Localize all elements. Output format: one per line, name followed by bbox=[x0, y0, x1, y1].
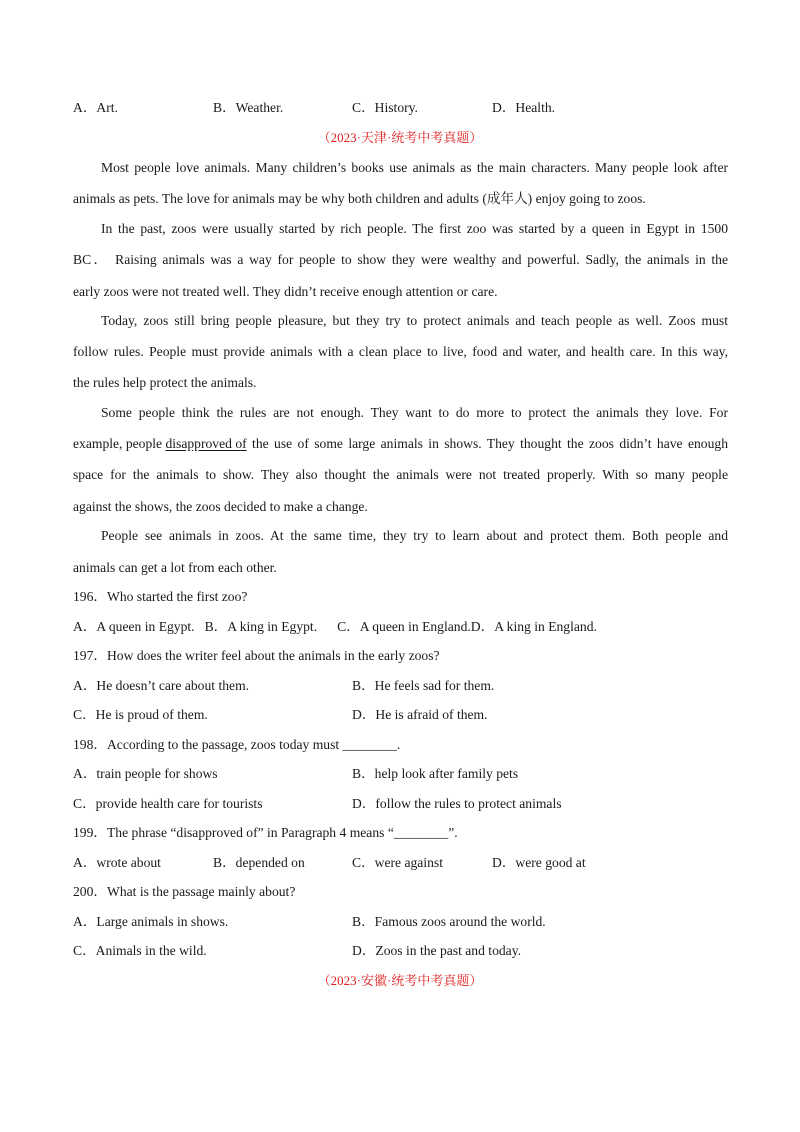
passage-p2-line1: In the past, zoos were usually started by rich people. The first zoo was started by a queen in Egypt in 1500 bbox=[101, 221, 728, 236]
passage-p5-line1: People see animals in zoos. At the same time, they try to learn about and protect them. Both people and bbox=[101, 528, 728, 543]
q197-stem: 197．How does the writer feel about the animals in the early zoos? bbox=[73, 648, 440, 663]
q197-option-c: C．He is proud of them. bbox=[73, 707, 208, 722]
source-label-tianjin: （2023·天津·统考中考真题） bbox=[317, 130, 483, 145]
q199-option-d: D．were good at bbox=[492, 855, 586, 870]
q198-option-d: D．follow the rules to protect animals bbox=[352, 796, 562, 811]
q198-option-c: C．provide health care for tourists bbox=[73, 796, 263, 811]
passage-p1-line2: animals as pets. The love for animals may be why both children and adults (成年人) enjoy going to zoos. bbox=[73, 191, 646, 206]
q195-option-c: C．History. bbox=[352, 100, 418, 115]
passage-p4-line1: Some people think the rules are not enough. They want to do more to protect the animals they love. For bbox=[101, 405, 728, 420]
q200-option-c: C．Animals in the wild. bbox=[73, 943, 207, 958]
passage-p3-line1: Today, zoos still bring people pleasure, but they try to protect animals and teach people as well. Zoos must bbox=[101, 313, 728, 328]
q196-option-a: A．A queen in Egypt. bbox=[73, 619, 195, 634]
q197-option-b: B．He feels sad for them. bbox=[352, 678, 495, 693]
q198-option-b: B．help look after family pets bbox=[352, 766, 519, 781]
passage-p5-line2: animals can get a lot from each other. bbox=[73, 560, 277, 575]
q200-option-a: A．Large animals in shows. bbox=[73, 914, 229, 929]
q196-option-b: B．A king in Egypt. bbox=[204, 619, 318, 634]
q195-option-b: B．Weather. bbox=[213, 100, 284, 115]
passage-p2-line2: BC． Raising animals was a way for people to show they were wealthy and powerful. Sadly, the animals in the bbox=[73, 252, 728, 267]
q196-option-d: D．A king in England. bbox=[470, 619, 597, 634]
q200-option-b: B．Famous zoos around the world. bbox=[352, 914, 546, 929]
q197-option-a: A．He doesn’t care about them. bbox=[73, 678, 250, 693]
q196-stem: 196．Who started the first zoo? bbox=[73, 589, 248, 604]
q199-stem: 199．The phrase “disapproved of” in Paragraph 4 means “________”. bbox=[73, 825, 458, 840]
q200-stem: 200．What is the passage mainly about? bbox=[73, 884, 296, 899]
q196-option-c: C．A queen in England. bbox=[337, 619, 471, 634]
passage-p4-line2-post: the use of some large animals in shows. They thought the zoos didn’t have enough bbox=[246, 436, 728, 451]
q198-option-a: A．train people for shows bbox=[73, 766, 218, 781]
passage-p2-line3: early zoos were not treated well. They didn’t receive enough attention or care. bbox=[73, 284, 498, 299]
q199-option-b: B．depended on bbox=[213, 855, 305, 870]
passage-p4-line2-pre: example, people bbox=[73, 436, 166, 451]
passage-p3-line3: the rules help protect the animals. bbox=[73, 375, 257, 390]
q196-options bbox=[73, 619, 728, 635]
q199-option-c: C．were against bbox=[352, 855, 443, 870]
passage-p3-line2: follow rules. People must provide animals with a clean place to live, food and water, and health care. In this way, bbox=[73, 344, 728, 359]
q197-option-d: D．He is afraid of them. bbox=[352, 707, 488, 722]
source-label-anhui: （2023·安徽·统考中考真题） bbox=[317, 973, 483, 988]
q199-option-a: A．wrote about bbox=[73, 855, 161, 870]
passage-p4-line4: against the shows, the zoos decided to make a change. bbox=[73, 499, 368, 514]
passage-p4-line2 bbox=[73, 436, 728, 452]
passage-p1-line1: Most people love animals. Many children’s books use animals as the main characters. Many people look after bbox=[101, 160, 728, 175]
q195-option-a: A．Art. bbox=[73, 100, 118, 115]
q198-stem: 198．According to the passage, zoos today must ________. bbox=[73, 737, 401, 752]
q195-option-d: D．Health. bbox=[492, 100, 556, 115]
q200-option-d: D．Zoos in the past and today. bbox=[352, 943, 522, 958]
passage-p4-line3: space for the animals to show. They also thought the animals were not treated properly. With so many people bbox=[73, 467, 728, 482]
underlined-phrase: disapproved of bbox=[165, 436, 247, 451]
